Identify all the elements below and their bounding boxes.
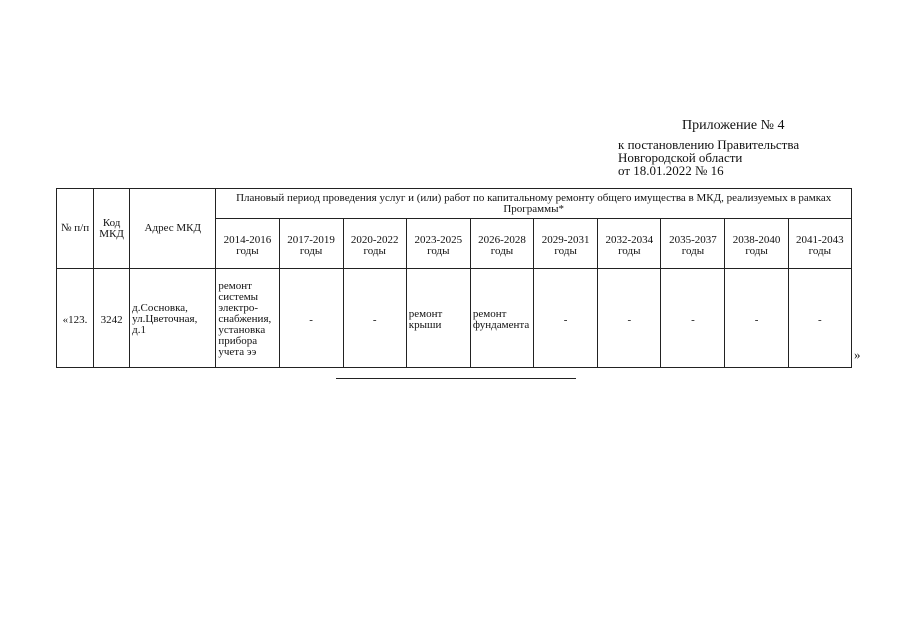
work-cell: ремонт фундамента (470, 269, 533, 368)
appendix-subtitle (618, 138, 799, 177)
work-cell: ремонт крыши (406, 269, 470, 368)
closing-quote: » (854, 347, 861, 362)
header-year: 2026-2028 годы (470, 219, 533, 269)
work-cell: - (788, 269, 851, 368)
header-code: Код МКД (94, 189, 130, 269)
header-year: 2041-2043 годы (788, 219, 851, 269)
work-cell: - (725, 269, 788, 368)
header-period: Плановый период проведения услуг и (или) работ по капитальному ремонту общего имущества в МКД, реализуемых в рамках Программы* (216, 189, 852, 219)
appendix-title: Приложение № 4 (682, 118, 785, 133)
table-row (57, 269, 852, 368)
header-year: 2038-2040 годы (725, 219, 788, 269)
header-year: 2029-2031 годы (534, 219, 598, 269)
work-cell: - (343, 269, 406, 368)
row-code: 3242 (94, 269, 130, 368)
header-year: 2023-2025 годы (406, 219, 470, 269)
header-year: 2014-2016 годы (216, 219, 279, 269)
work-cell: - (534, 269, 598, 368)
header-year: 2017-2019 годы (279, 219, 343, 269)
header-number: № п/п (57, 189, 94, 269)
header-year: 2032-2034 годы (598, 219, 661, 269)
work-cell: - (598, 269, 661, 368)
header-year: 2020-2022 годы (343, 219, 406, 269)
work-cell: ремонт системы электро-снабжения, установка прибора учета ээ (216, 269, 279, 368)
header-address: Адрес МКД (130, 189, 216, 269)
decree-line-3: от 18.01.2022 № 16 (618, 163, 724, 178)
header-year: 2035-2037 годы (661, 219, 725, 269)
work-cell: - (661, 269, 725, 368)
repair-schedule-table (56, 188, 852, 368)
decree-line-1: к постановлению Правительства (618, 137, 800, 152)
work-cell: - (279, 269, 343, 368)
separator-line (336, 378, 576, 379)
row-address: д.Сосновка, ул.Цветочная, д.1 (130, 269, 216, 368)
row-number: «123. (57, 269, 94, 368)
decree-line-2: Новгородской области (618, 150, 743, 165)
